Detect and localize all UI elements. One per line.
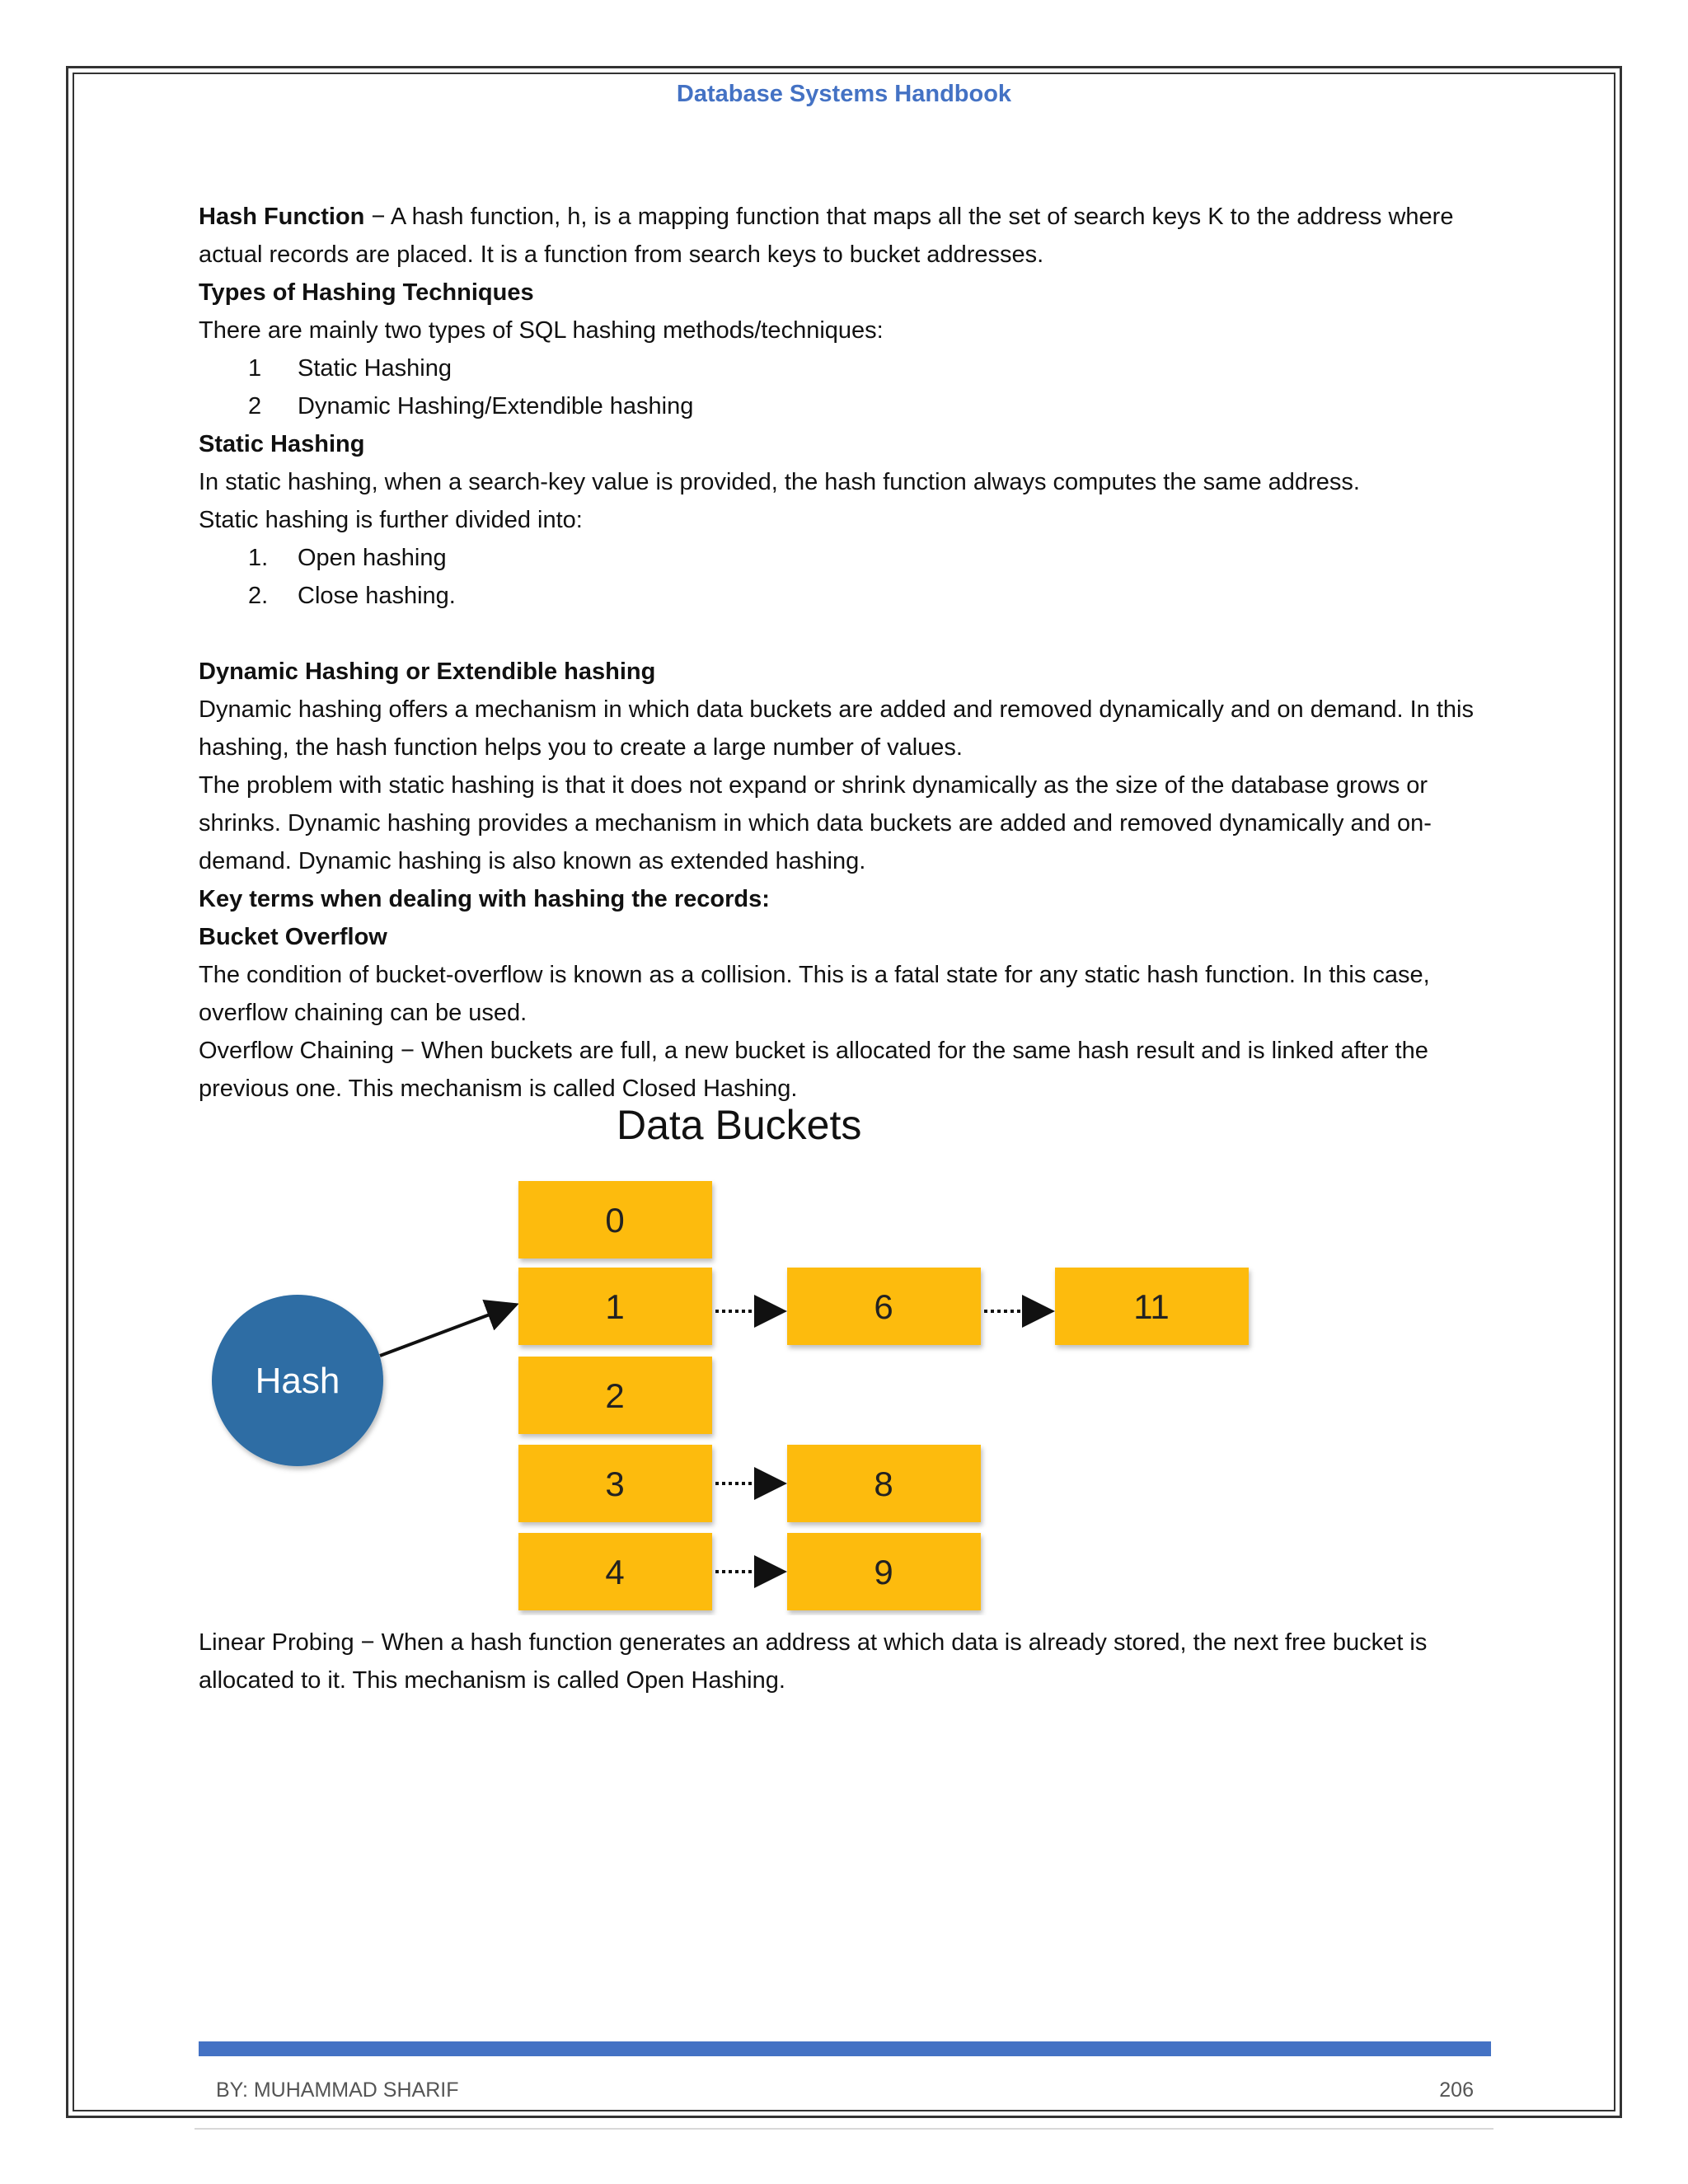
bucket-overflow-heading: Bucket Overflow [199,924,387,950]
bucket-2 [518,1357,712,1434]
types-heading: Types of Hashing Techniques [199,279,534,306]
overflow-bucket-11-label: 11 [1133,1287,1170,1326]
overflow-bucket-9-label: 9 [874,1553,893,1591]
bucket-0 [518,1181,712,1258]
bucket-3 [518,1445,712,1522]
footer-page-number: 206 [1439,2079,1474,2102]
bucket-overflow-text: The condition of bucket-overflow is known as a collision. This is a fatal state for any static hash function. In this case, overflow chaining can be used. [199,962,1430,1026]
after-diagram-content [199,1624,1493,1699]
dynamic-text-2: The problem with static hashing is that it does not expand or shrink dynamically as the size of the database grows or shrinks. Dynamic hashing provides a mechanism in which data buckets are added and removed dynamically and on-demand. Dynamic hashing is also known as extended hashing. [199,772,1432,874]
list-item: 1. Open hashing [248,545,447,571]
hash-function-text: − A hash function, h, is a mapping function that maps all the set of search keys K to the address where actual records are placed. It is a function from search keys to bucket addresses. [199,204,1454,268]
dynamic-heading: Dynamic Hashing or Extendible hashing [199,658,656,685]
overflow-bucket-6-label: 6 [874,1287,893,1326]
bucket-4 [518,1533,712,1610]
hash-arrow [380,1305,516,1356]
overflow-bucket-8-label: 8 [874,1465,893,1503]
list-item: 2. Close hashing. [248,583,456,609]
key-terms-heading: Key terms when dealing with hashing the records: [199,886,770,912]
static-heading: Static Hashing [199,431,365,457]
hash-function-paragraph [199,198,1493,274]
static-text-1: In static hashing, when a search-key value is provided, the hash function always computes the same address. [199,469,1360,495]
footer-divider [195,2128,1493,2130]
hash-function-term: Hash Function [199,204,365,230]
bucket-4-label: 4 [605,1553,625,1591]
bucket-0-label: 0 [605,1201,625,1240]
list-item: 2 Dynamic Hashing/Extendible hashing [248,393,694,419]
list-item: 1 Static Hashing [248,355,452,382]
hash-label: Hash [255,1361,340,1401]
diagram-title: Data Buckets [617,1104,862,1148]
overflow-bucket-6 [787,1268,981,1345]
linear-probing-text: Linear Probing − When a hash function generates an address at which data is already stored, the next free bucket is allocated to it. This mechanism is called Open Hashing. [199,1629,1428,1694]
overflow-chaining-text: Overflow Chaining − When buckets are full, a new bucket is allocated for the same hash result and is linked after the previous one. This mechanism is called Closed Hashing. [199,1038,1428,1102]
bucket-1 [518,1268,712,1345]
main-content [199,198,1493,1108]
page-header-title: Database Systems Handbook [676,81,1012,107]
overflow-bucket-11 [1055,1268,1249,1345]
overflow-bucket-9 [787,1533,981,1610]
bucket-2-label: 2 [605,1376,625,1415]
bucket-1-label: 1 [605,1287,625,1326]
data-buckets-diagram [199,1104,1270,1615]
dynamic-text-1: Dynamic hashing offers a mechanism in which data buckets are added and removed dynamically and on demand. In this hashing, the hash function helps you to create a large number of values. [199,696,1474,761]
footer-author: BY: MUHAMMAD SHARIF [216,2079,459,2102]
types-intro: There are mainly two types of SQL hashing methods/techniques: [199,317,884,344]
footer-bar [199,2041,1491,2056]
bucket-3-label: 3 [605,1465,625,1503]
overflow-bucket-8 [787,1445,981,1522]
spacer [199,615,1493,653]
static-text-2: Static hashing is further divided into: [199,507,583,533]
